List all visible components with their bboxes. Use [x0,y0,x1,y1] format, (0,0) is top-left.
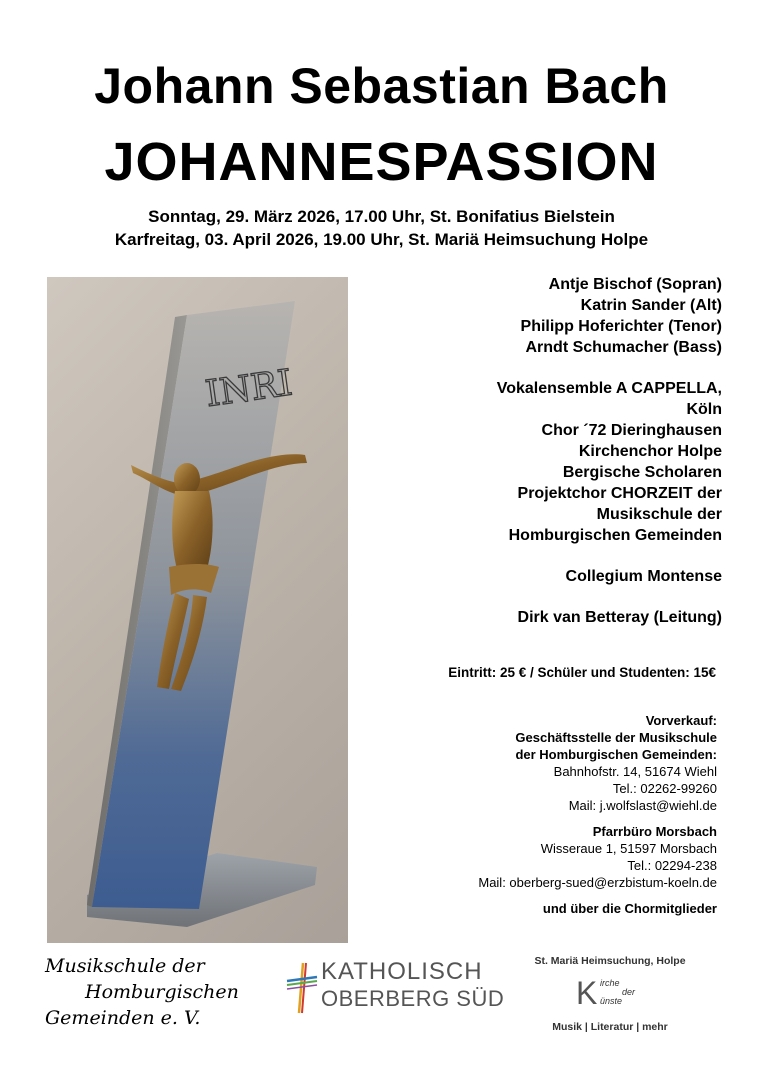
office1-line: der Homburgischen Gemeinden: [515,747,717,762]
choir-line: Bergische Scholaren [562,464,722,481]
performers-list [382,274,722,628]
office2-address: Wisseraue 1, 51597 Morsbach [540,841,717,856]
soloist-tenor: Philipp Hoferichter (Tenor) [520,318,722,335]
office1-mail: Mail: j.wolfslast@wiehl.de [568,798,717,813]
office2-mail: Mail: oberberg-sued@erzbistum-koeln.de [478,875,717,890]
inri-inscription: INRI [202,362,295,416]
kirche-logo-word: ünste [600,996,623,1006]
office2-phone: Tel.: 02294-238 [627,858,717,873]
work-title: JOHANNESPASSION [104,132,659,192]
choir-line: Chor ´72 Dieringhausen [541,422,722,439]
concert-date-1: Sonntag, 29. März 2026, 17.00 Uhr, St. Bonifatius Bielstein [148,207,615,226]
choir-line: Vokalensemble A CAPPELLA, [496,380,722,397]
kirche-logo-mark [570,976,650,1012]
kirche-logo-tagline: Musik | Literatur | mehr [552,1021,668,1033]
musikschule-logo-line: Musikschule der [45,955,205,977]
choir-line: Projektchor CHORZEIT der [517,485,722,502]
office2-name: Pfarrbüro Morsbach [592,824,717,839]
concert-date-2: Karfreitag, 03. April 2026, 19.00 Uhr, St. Mariä Heimsuchung Holpe [114,230,649,249]
choir-line: Musikschule der [596,506,722,523]
soloist-bass: Arndt Schumacher (Bass) [525,339,722,356]
composer-title: Johann Sebastian Bach [94,58,669,114]
conductor: Dirk van Betteray (Leitung) [517,609,722,626]
musikschule-logo-line: Homburgischen [85,981,239,1003]
presale-heading: Vorverkauf: [645,713,717,728]
presale-info [297,712,717,917]
kirche-logo-letter: K [576,975,598,1011]
soloist-alto: Katrin Sander (Alt) [580,297,722,314]
choir-line: Homburgischen Gemeinden [508,527,722,544]
kirche-logo-word: der [622,987,636,997]
soloist-soprano: Antje Bischof (Sopran) [548,276,722,293]
orchestra: Collegium Montense [565,568,722,585]
presale-extra: und über die Chormitglieder [542,901,717,916]
office1-line: Geschäftsstelle der Musikschule [515,730,717,745]
choir-line: Kirchenchor Holpe [578,443,722,460]
kirche-logo-location: St. Mariä Heimsuchung, Holpe [534,955,686,967]
musikschule-logo-line: Gemeinden e. V. [45,1007,201,1029]
kirche-logo-word: irche [600,978,620,988]
katholisch-logo-line2: OBERBERG SÜD [321,986,505,1011]
musikschule-logo [45,953,245,1033]
concert-dates [0,205,763,251]
katholisch-logo-line1: KATHOLISCH [321,958,483,985]
office1-address: Bahnhofstr. 14, 51674 Wiehl [553,764,717,779]
office1-phone: Tel.: 02262-99260 [612,781,717,796]
kirche-der-kuenste-logo [520,954,700,1034]
choir-line: Köln [686,401,722,418]
entry-prices: Eintritt: 25 € / Schüler und Studenten: 15€ [448,665,716,680]
cross-icon [285,959,319,1015]
katholisch-oberberg-logo [285,957,505,1017]
